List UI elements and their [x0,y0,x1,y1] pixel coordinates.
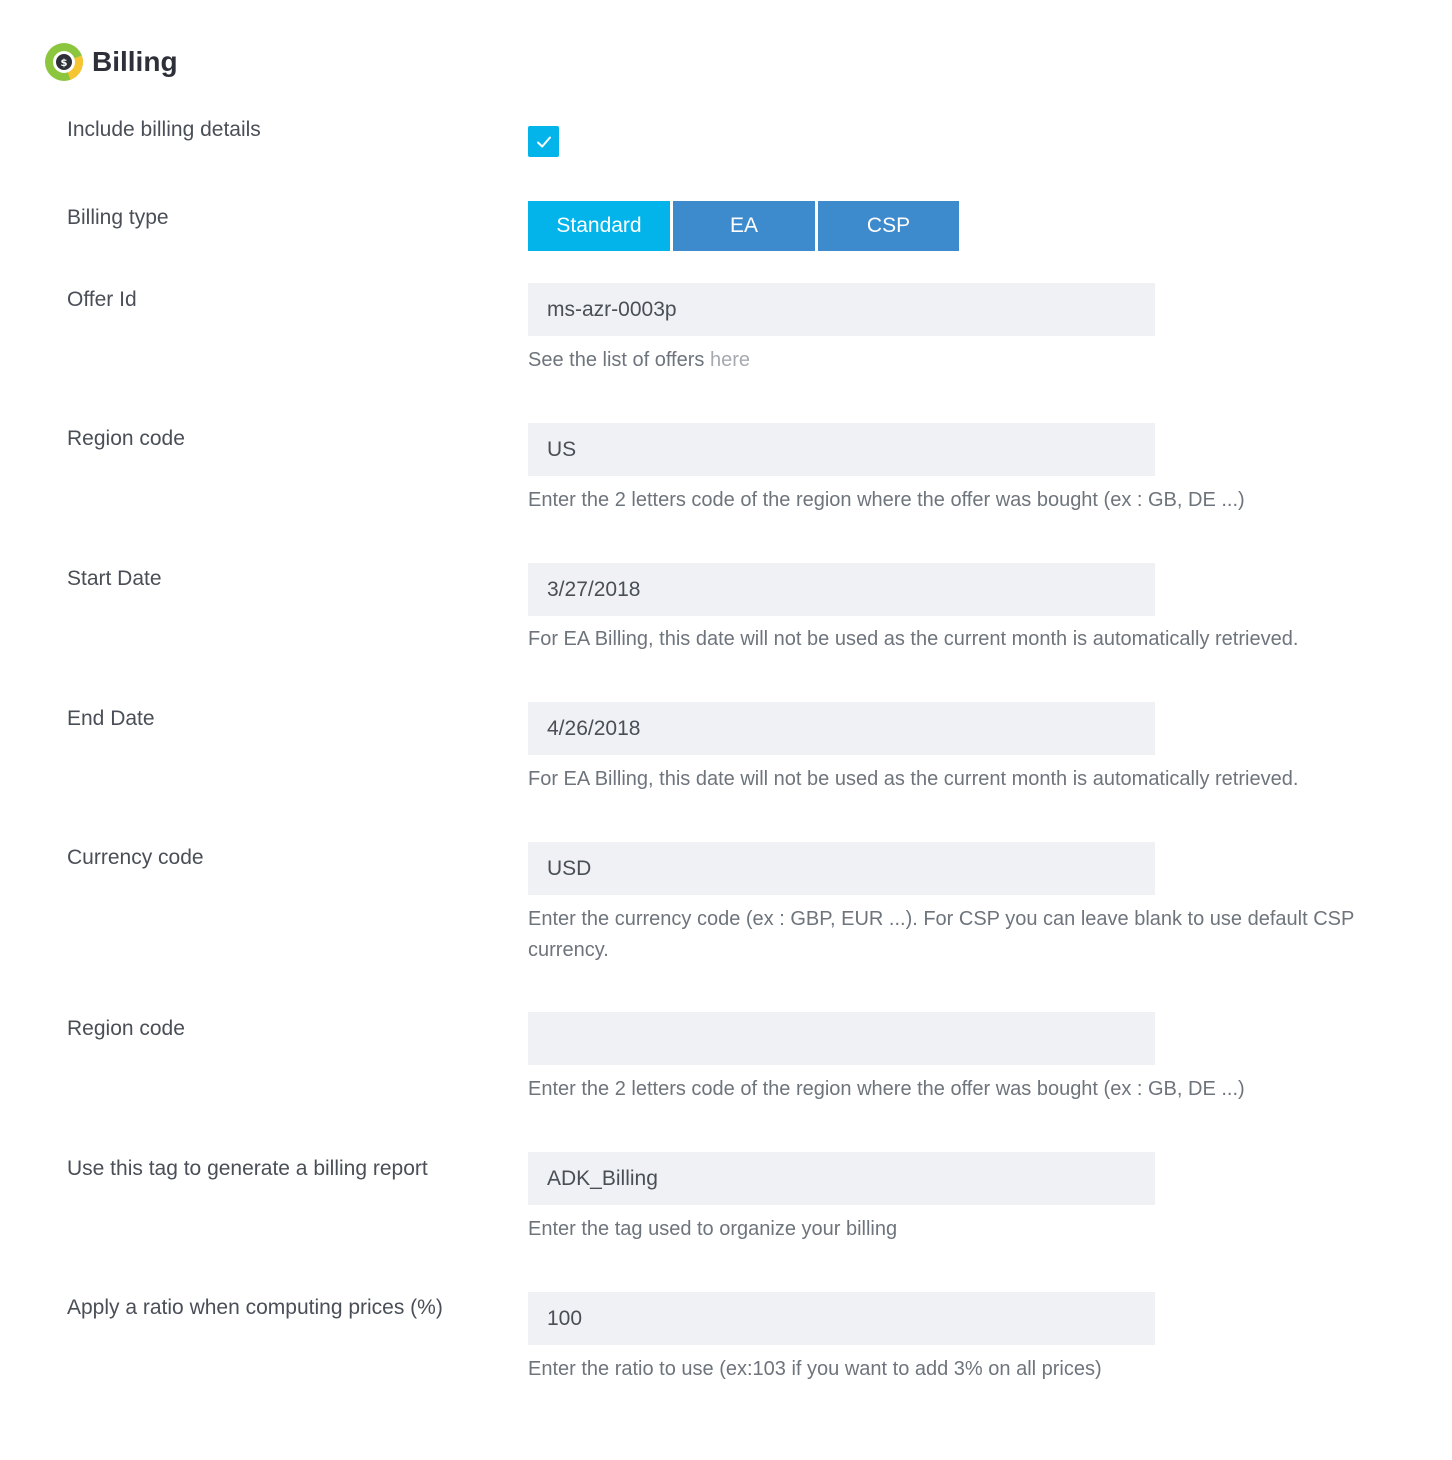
ratio-label: Apply a ratio when computing prices (%) [67,1296,443,1319]
currency-code-input[interactable] [528,842,1155,895]
include-billing-label: Include billing details [67,118,261,141]
billing-tag-input[interactable] [528,1152,1155,1205]
region-code-label: Region code [67,427,185,450]
svg-text:$: $ [60,58,68,69]
currency-code-help: Enter the currency code (ex : GBP, EUR ...). For CSP you can leave blank to use default CSP currency. [528,908,1355,961]
offer-id-help: See the list of offers here [528,349,750,371]
region-code-2-help: Enter the 2 letters code of the region where the offer was bought (ex : GB, DE ...) [528,1078,1245,1100]
region-code-help: Enter the 2 letters code of the region where the offer was bought (ex : GB, DE ...) [528,489,1245,511]
offer-id-input[interactable] [528,283,1155,336]
region-code-input[interactable] [528,423,1155,476]
billing-type-ea-button[interactable]: EA [673,201,815,251]
offer-id-label: Offer Id [67,288,137,311]
ratio-help: Enter the ratio to use (ex:103 if you want to add 3% on all prices) [528,1358,1102,1380]
start-date-label: Start Date [67,567,162,590]
billing-tag-help: Enter the tag used to organize your billing [528,1218,898,1240]
region-code-2-label: Region code [67,1017,185,1040]
end-date-label: End Date [67,707,155,730]
checkmark-icon [535,133,553,151]
billing-type-label: Billing type [67,206,169,229]
dollar-coin-icon [44,42,84,82]
billing-type-csp-button[interactable]: CSP [818,201,959,251]
start-date-help: For EA Billing, this date will not be used as the current month is automatically retrieved. [528,628,1299,650]
end-date-input[interactable] [528,702,1155,755]
ratio-input[interactable] [528,1292,1155,1345]
end-date-help: For EA Billing, this date will not be used as the current month is automatically retrieved. [528,768,1299,790]
offers-link[interactable]: here [709,349,750,371]
billing-type-standard-button[interactable]: Standard [528,201,670,251]
section-header [44,42,178,82]
start-date-input[interactable] [528,563,1155,616]
region-code-2-input[interactable] [528,1012,1155,1065]
billing-tag-label: Use this tag to generate a billing report [67,1157,428,1180]
currency-code-label: Currency code [67,846,204,869]
page-title: Billing [92,46,178,77]
include-billing-checkbox[interactable] [528,126,559,157]
